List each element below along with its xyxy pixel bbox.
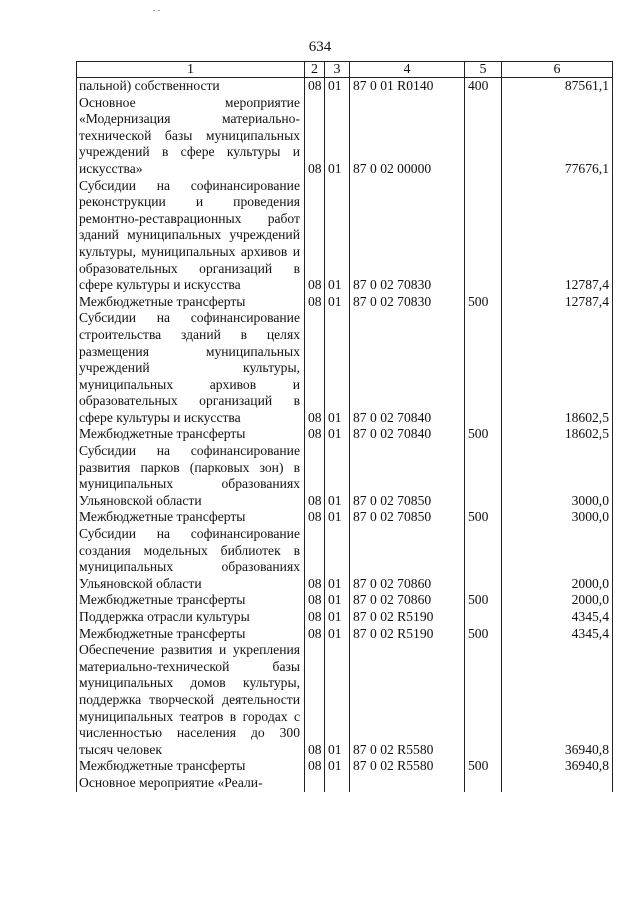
table-row — [77, 609, 613, 626]
expense-type-cell: 400 — [465, 78, 502, 95]
budget-table-container — [76, 61, 612, 792]
section-code-cell: 08 — [305, 426, 325, 443]
scan-speck — [153, 10, 155, 11]
item-name-cell: Межбюджетные трансферты — [77, 592, 305, 609]
section-code-cell — [305, 775, 325, 792]
amount-cell: 18602,5 — [502, 310, 613, 426]
scan-speck — [158, 10, 160, 11]
table-row — [77, 758, 613, 775]
target-article-cell: 87 0 02 R5580 — [350, 758, 465, 775]
amount-cell: 36940,8 — [502, 642, 613, 758]
section-code-cell: 08 — [305, 592, 325, 609]
item-name-cell: Субсидии на софинансирование создания модельных библиотек в муниципальных образованиях Ульяновской области — [77, 526, 305, 592]
target-article-cell: 87 0 02 70830 — [350, 294, 465, 311]
subsection-code-cell: 01 — [325, 509, 350, 526]
expense-type-cell — [465, 775, 502, 792]
amount-cell: 3000,0 — [502, 443, 613, 509]
section-code-cell: 08 — [305, 609, 325, 626]
table-row — [77, 294, 613, 311]
table-row — [77, 775, 613, 792]
column-header: 2 — [305, 62, 325, 78]
section-code-cell: 08 — [305, 294, 325, 311]
item-name-cell: Межбюджетные трансферты — [77, 426, 305, 443]
table-body — [77, 78, 613, 792]
table-row — [77, 443, 613, 509]
target-article-cell — [350, 775, 465, 792]
target-article-cell: 87 0 01 R0140 — [350, 78, 465, 95]
section-code-cell: 08 — [305, 95, 325, 178]
section-code-cell: 08 — [305, 526, 325, 592]
expense-type-cell — [465, 642, 502, 758]
expense-type-cell: 500 — [465, 426, 502, 443]
column-header: 6 — [502, 62, 613, 78]
section-code-cell: 08 — [305, 626, 325, 643]
column-header: 1 — [77, 62, 305, 78]
item-name-cell: Основное мероприятие «Реали- — [77, 775, 305, 792]
item-name-cell: Обеспечение развития и укрепления материально-технической базы муниципальных домов культуры, поддержка творческой деятельности муниципальных театров в городах с численностью населения до 300 тысяч человек — [77, 642, 305, 758]
amount-cell: 12787,4 — [502, 294, 613, 311]
table-row — [77, 642, 613, 758]
table-row — [77, 592, 613, 609]
amount-cell: 4345,4 — [502, 626, 613, 643]
expense-type-cell: 500 — [465, 294, 502, 311]
amount-cell: 2000,0 — [502, 526, 613, 592]
amount-cell: 12787,4 — [502, 178, 613, 294]
section-code-cell: 08 — [305, 310, 325, 426]
subsection-code-cell: 01 — [325, 626, 350, 643]
amount-cell: 77676,1 — [502, 95, 613, 178]
subsection-code-cell: 01 — [325, 426, 350, 443]
expense-type-cell — [465, 609, 502, 626]
subsection-code-cell: 01 — [325, 310, 350, 426]
table-row — [77, 178, 613, 294]
item-name-cell: Межбюджетные трансферты — [77, 758, 305, 775]
amount-cell: 2000,0 — [502, 592, 613, 609]
subsection-code-cell: 01 — [325, 443, 350, 509]
table-row — [77, 426, 613, 443]
item-name-cell: Поддержка отрасли культуры — [77, 609, 305, 626]
target-article-cell: 87 0 02 R5190 — [350, 626, 465, 643]
subsection-code-cell: 01 — [325, 609, 350, 626]
target-article-cell: 87 0 02 R5190 — [350, 609, 465, 626]
subsection-code-cell — [325, 775, 350, 792]
expense-type-cell — [465, 178, 502, 294]
expense-type-cell: 500 — [465, 509, 502, 526]
amount-cell — [502, 775, 613, 792]
subsection-code-cell: 01 — [325, 294, 350, 311]
subsection-code-cell: 01 — [325, 78, 350, 95]
table-row — [77, 78, 613, 95]
budget-table — [76, 61, 613, 792]
subsection-code-cell: 01 — [325, 592, 350, 609]
item-name-cell: Субсидии на софинансирование строительства зданий в целях размещения муниципальных учреждений культуры, муниципальных архивов и образовательных организаций в сфере культуры и искусства — [77, 310, 305, 426]
subsection-code-cell: 01 — [325, 178, 350, 294]
expense-type-cell — [465, 443, 502, 509]
column-header: 4 — [350, 62, 465, 78]
target-article-cell: 87 0 02 70860 — [350, 592, 465, 609]
table-row — [77, 95, 613, 178]
page-number: 634 — [308, 39, 332, 55]
target-article-cell: 87 0 02 70840 — [350, 310, 465, 426]
column-header: 3 — [325, 62, 350, 78]
table-row — [77, 626, 613, 643]
section-code-cell: 08 — [305, 758, 325, 775]
expense-type-cell — [465, 526, 502, 592]
item-name-cell: Субсидии на софинансирование реконструкции и проведения ремонтно-реставрационных работ зданий муниципальных учреждений культуры, муниципальных архивов и образовательных организаций в сфере культуры и искусства — [77, 178, 305, 294]
item-name-cell: Межбюджетные трансферты — [77, 626, 305, 643]
amount-cell: 18602,5 — [502, 426, 613, 443]
section-code-cell: 08 — [305, 178, 325, 294]
subsection-code-cell: 01 — [325, 526, 350, 592]
section-code-cell: 08 — [305, 509, 325, 526]
item-name-cell: Межбюджетные трансферты — [77, 509, 305, 526]
table-header-row — [77, 62, 613, 78]
expense-type-cell: 500 — [465, 592, 502, 609]
column-header: 5 — [465, 62, 502, 78]
expense-type-cell — [465, 310, 502, 426]
table-row — [77, 526, 613, 592]
amount-cell: 87561,1 — [502, 78, 613, 95]
section-code-cell: 08 — [305, 642, 325, 758]
target-article-cell: 87 0 02 70840 — [350, 426, 465, 443]
item-name-cell: пальной) собственности — [77, 78, 305, 95]
item-name-cell: Субсидии на софинансирование развития парков (парковых зон) в муниципальных образованиях Ульяновской области — [77, 443, 305, 509]
amount-cell: 4345,4 — [502, 609, 613, 626]
item-name-cell: Основное мероприятие «Модернизация материально-технической базы муниципальных учреждений в сфере культуры и искусства» — [77, 95, 305, 178]
section-code-cell: 08 — [305, 443, 325, 509]
item-name-cell: Межбюджетные трансферты — [77, 294, 305, 311]
target-article-cell: 87 0 02 70860 — [350, 526, 465, 592]
amount-cell: 36940,8 — [502, 758, 613, 775]
target-article-cell: 87 0 02 70830 — [350, 178, 465, 294]
expense-type-cell — [465, 95, 502, 178]
table-row — [77, 509, 613, 526]
table-row — [77, 310, 613, 426]
subsection-code-cell: 01 — [325, 642, 350, 758]
target-article-cell: 87 0 02 R5580 — [350, 642, 465, 758]
expense-type-cell: 500 — [465, 626, 502, 643]
subsection-code-cell: 01 — [325, 95, 350, 178]
amount-cell: 3000,0 — [502, 509, 613, 526]
target-article-cell: 87 0 02 00000 — [350, 95, 465, 178]
target-article-cell: 87 0 02 70850 — [350, 443, 465, 509]
section-code-cell: 08 — [305, 78, 325, 95]
target-article-cell: 87 0 02 70850 — [350, 509, 465, 526]
expense-type-cell: 500 — [465, 758, 502, 775]
subsection-code-cell: 01 — [325, 758, 350, 775]
